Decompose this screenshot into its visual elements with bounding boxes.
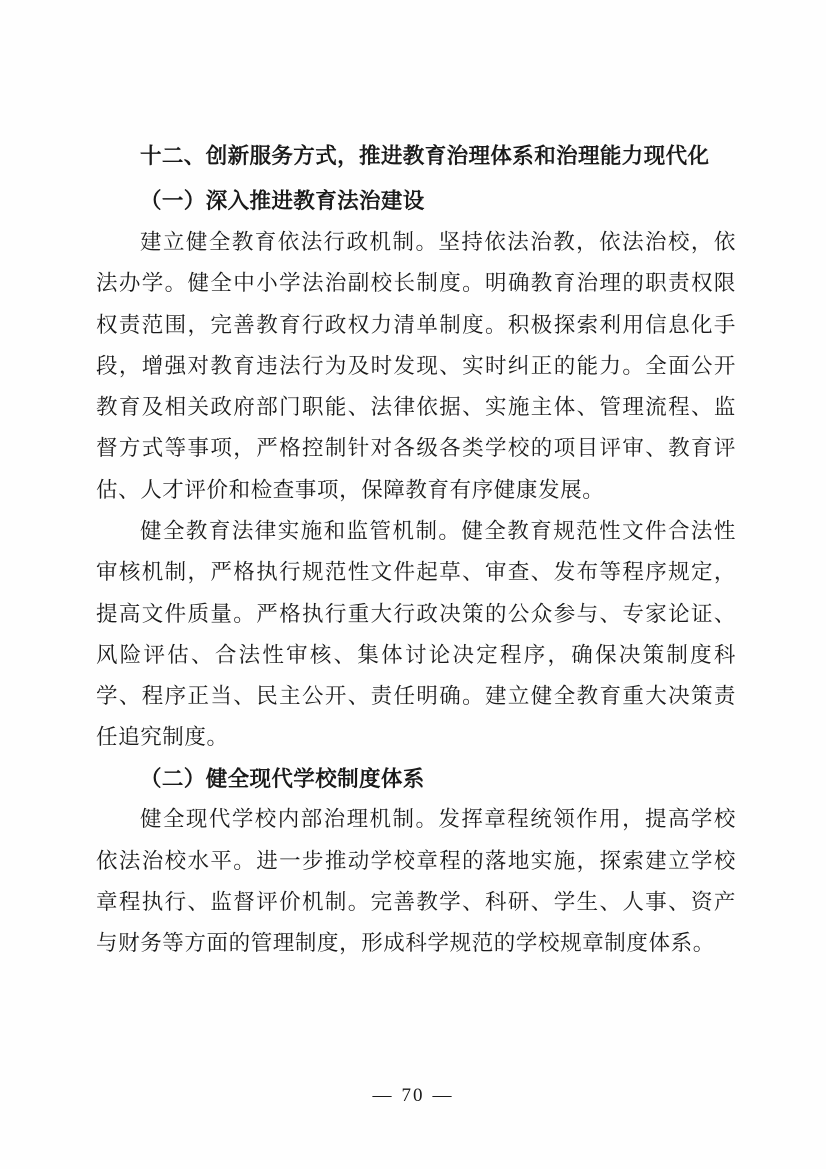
document-body [96,140,736,965]
page-number-value: 70 [401,1085,425,1106]
page-number-dash-right: — [432,1085,454,1106]
page-number [0,1085,826,1107]
paragraph-1: 建立健全教育依法行政机制。坚持依法治教，依法治校，依法办学。健全中小学法治副校长制度。明确教育治理的职责权限权责范围，完善教育行政权力清单制度。积极探索利用信息化手段，增强对教育违法行为及时发现、实时纠正的能力。全面公开教育及相关政府部门职能、法律依据、实施主体、管理流程、监督方式等事项，严格控制针对各级各类学校的项目评审、教育评估、人才评价和检查事项，保障教育有序健康发展。 [96,230,736,502]
page-number-dash-left: — [372,1085,394,1106]
section-heading: 十二、创新服务方式，推进教育治理体系和治理能力现代化 [140,144,710,168]
paragraph-2: 健全教育法律实施和监管机制。健全教育规范性文件合法性审核机制，严格执行规范性文件起草、审查、发布等程序规定，提高文件质量。严格执行重大行政决策的公众参与、专家论证、风险评估、合法性审核、集体讨论决定程序，确保决策制度科学、程序正当、民主公开、责任明确。建立健全教育重大决策责任追究制度。 [96,519,736,750]
subsection-heading-2: （二）健全现代学校制度体系 [140,766,425,791]
subsection-heading-1: （一）深入推进教育法治建设 [140,189,425,214]
paragraph-3: 健全现代学校内部治理机制。发挥章程统领作用，提高学校依法治校水平。进一步推动学校章程的落地实施，探索建立学校章程执行、监督评价机制。完善教学、科研、学生、人事、资产与财务等方面的管理制度，形成科学规范的学校规章制度体系。 [96,807,736,956]
